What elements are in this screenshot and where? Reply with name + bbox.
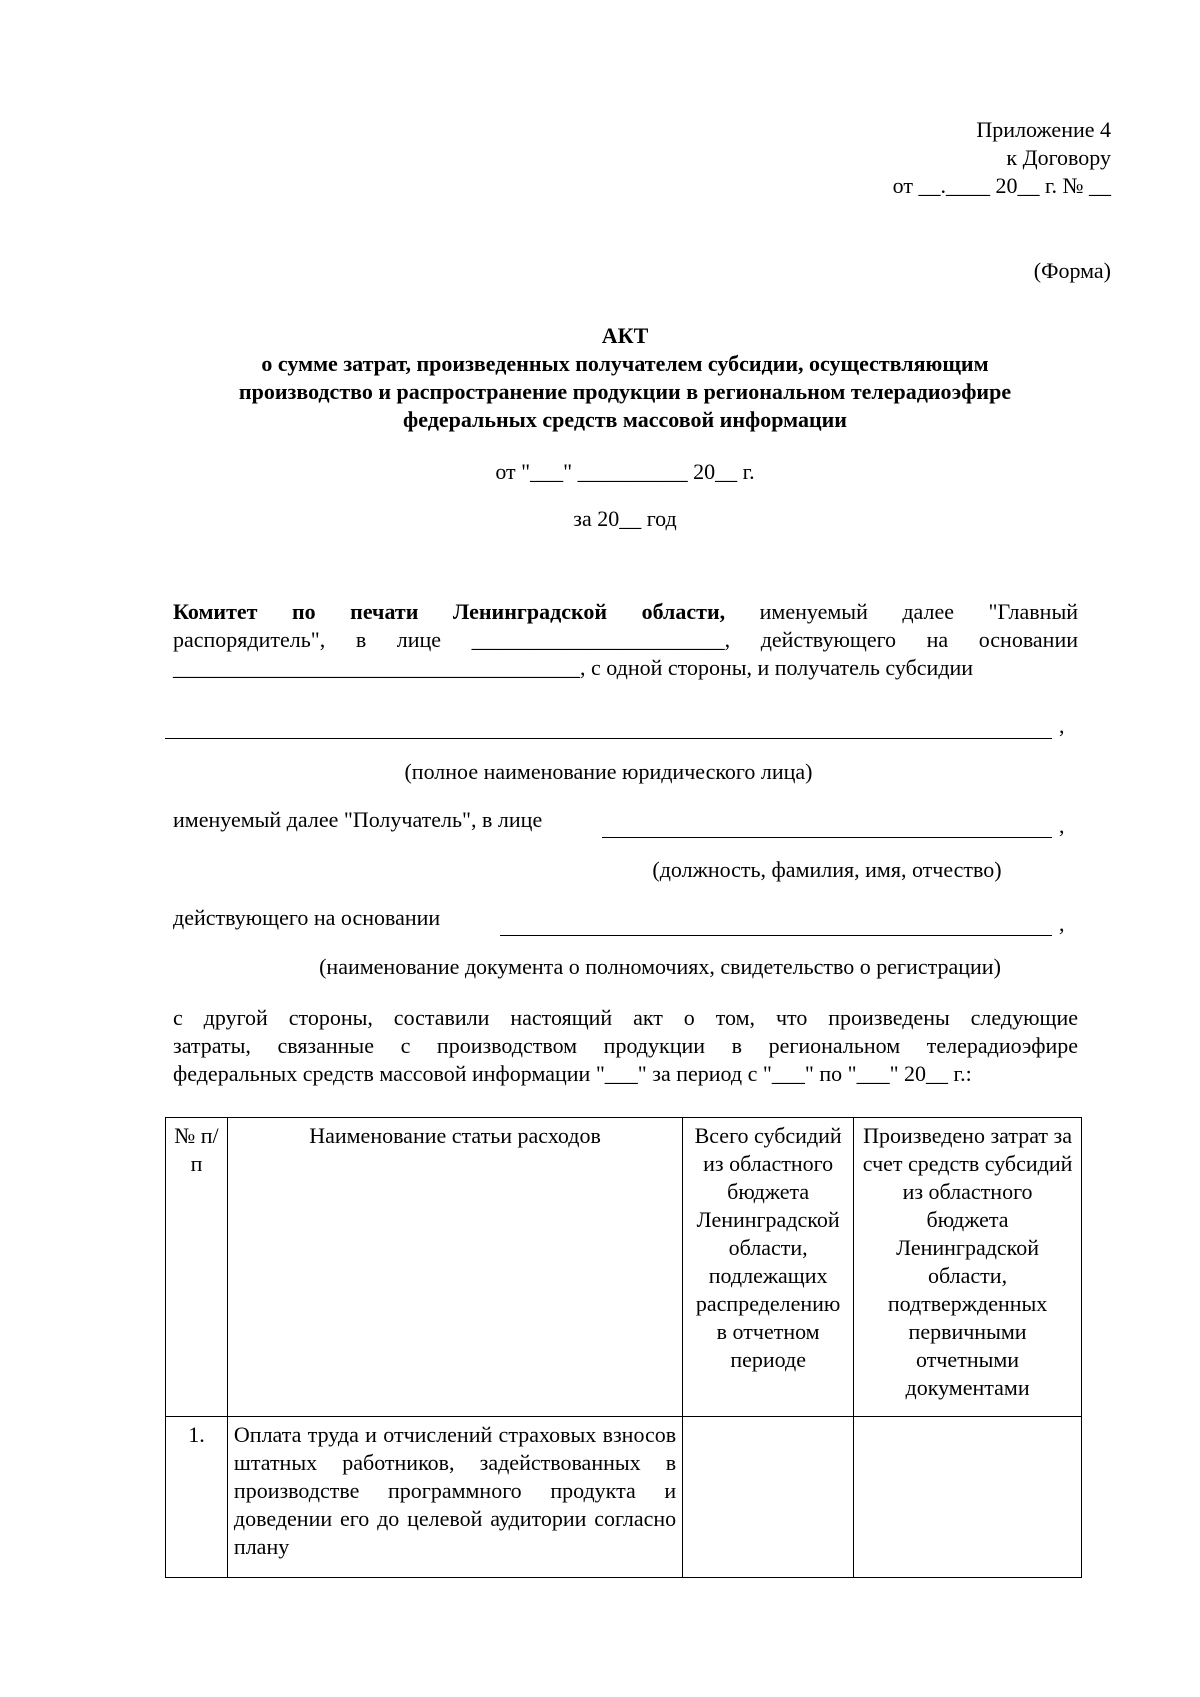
header-number: № п/п	[166, 1118, 228, 1417]
committee-name: Комитет по печати Ленинградской области,	[173, 599, 726, 624]
paragraph-expenses-line-1: с другой стороны, составили настоящий акт о том, что произведены следующие	[173, 1005, 1078, 1030]
paragraph-expenses-line-2: затраты, связанные с производством продукции в региональном телерадиоэфире	[173, 1033, 1078, 1058]
row-expense-name: Оплата труда и отчислений страховых взносов штатных работников, задействованных в производстве программного продукта и доведении его до целевой аудитории согласно плану	[227, 1417, 682, 1578]
basis-document-field-line[interactable]	[500, 935, 1052, 936]
subtitle-line-3: федеральных средств массовой информации	[403, 407, 847, 432]
table-header-row	[166, 1118, 1082, 1417]
paragraph-expenses	[173, 1004, 1078, 1088]
subtitle-line-2: производство и распространение продукции в региональном телерадиоэфире	[238, 379, 1012, 404]
row-number: 1.	[166, 1417, 228, 1578]
header-total-subsidy: Всего субсидий из областного бюджета Ленинградской области, подлежащих распределению в отчетном периоде	[683, 1118, 854, 1417]
row-spent-subsidy-cell[interactable]	[854, 1417, 1082, 1578]
chief-manager-text: именуемый далее "Главный	[759, 599, 1079, 624]
document-title: АКТ	[601, 323, 649, 348]
form-label: (Форма)	[1033, 258, 1111, 283]
appendix-contract-date: от __.____ 20__ г. № __	[892, 173, 1111, 198]
paragraph-expenses-line-3: федеральных средств массовой информации "___" за период с "___" по "___" 20__ г.:	[173, 1061, 972, 1086]
caption-legal-entity: (полное наименование юридического лица)	[404, 759, 813, 784]
paragraph-parties-line-1	[173, 598, 1078, 626]
document-subtitle	[100, 350, 1150, 434]
recipient-comma: ,	[1059, 813, 1065, 838]
row-total-subsidy-cell[interactable]	[683, 1417, 854, 1578]
recipient-person-field-line[interactable]	[602, 837, 1052, 838]
legal-entity-field-line[interactable]	[165, 738, 1052, 739]
header-spent-subsidy: Произведено затрат за счет средств субсидий из областного бюджета Ленинградской области, подтвержденных первичными отчетными документами	[854, 1118, 1082, 1417]
paragraph-parties-line-3: _____________________________________, с одной стороны, и получатель субсидии	[173, 655, 974, 680]
act-year: за 20__ год	[573, 506, 677, 531]
expenses-table	[165, 1117, 1082, 1578]
act-date: от "___" __________ 20__ г.	[495, 459, 755, 484]
paragraph-parties-line-2: распорядитель", в лице _______________________, действующего на основании	[173, 627, 1078, 652]
appendix-number: Приложение 4	[976, 117, 1111, 142]
appendix-contract: к Договору	[1006, 145, 1111, 170]
basis-comma: ,	[1059, 911, 1065, 936]
table-row	[166, 1417, 1082, 1578]
caption-document: (наименование документа о полномочиях, свидетельство о регистрации)	[319, 954, 1001, 979]
recipient-label: именуемый далее "Получатель", в лице	[173, 807, 543, 832]
subtitle-line-1: о сумме затрат, произведенных получателем субсидии, осуществляющим	[261, 351, 989, 376]
header-expense-name: Наименование статьи расходов	[227, 1118, 682, 1417]
paragraph-parties	[173, 598, 1078, 682]
legal-entity-comma: ,	[1059, 713, 1065, 738]
basis-label: действующего на основании	[173, 905, 441, 930]
caption-person: (должность, фамилия, имя, отчество)	[652, 857, 1002, 882]
